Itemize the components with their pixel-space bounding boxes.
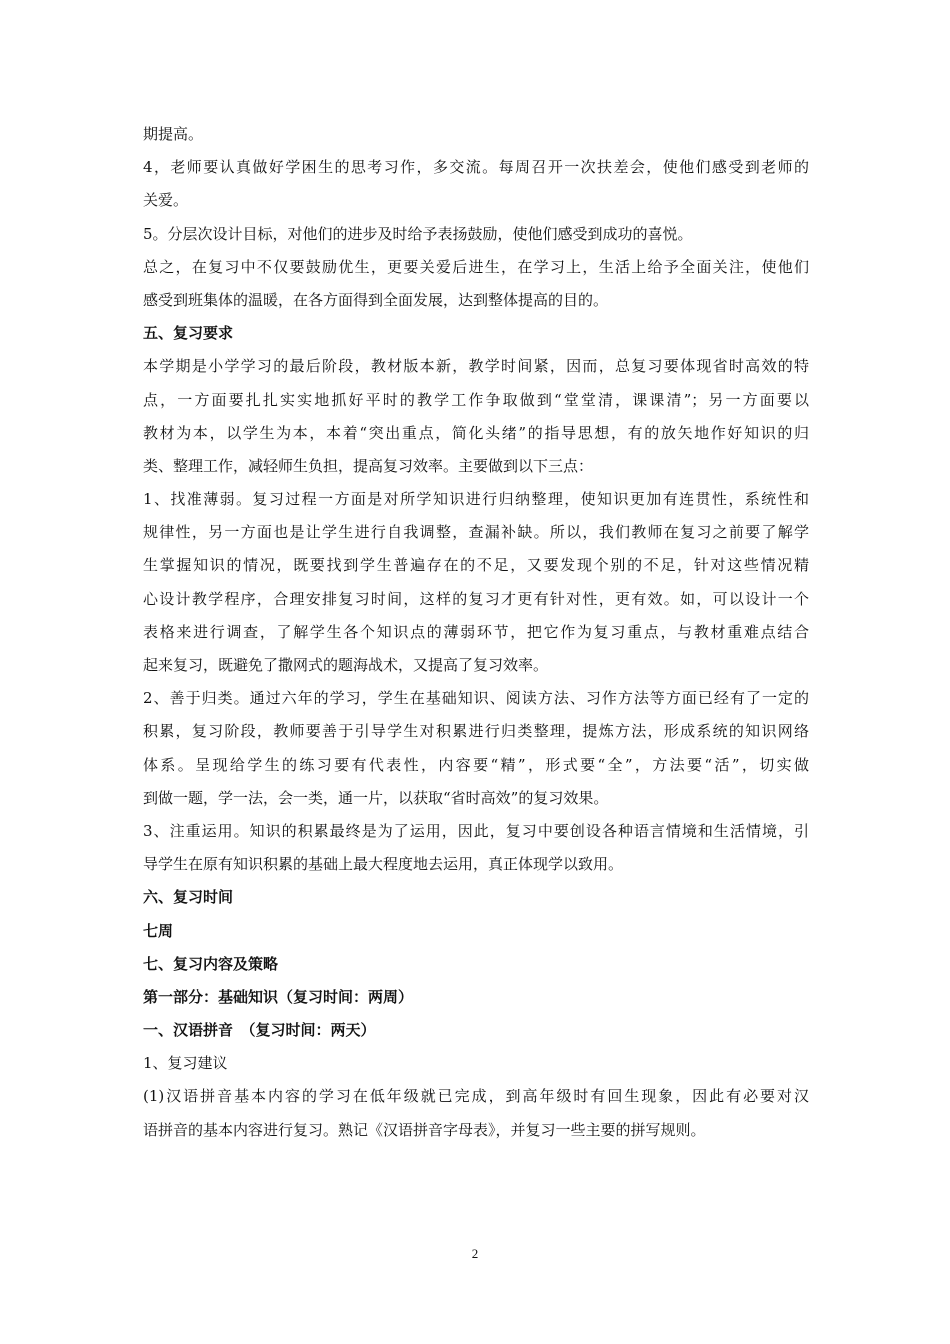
part-heading: 第一部分：基础知识（复习时间：两周） bbox=[143, 987, 414, 1006]
section-text-bold: 七周 bbox=[143, 921, 174, 940]
body-line: 生掌握知识的情况，既要找到学生普遍存在的不足，又要发现个别的不足，针对这些情况精 bbox=[143, 556, 809, 575]
body-line: 1、复习建议 bbox=[143, 1054, 228, 1073]
body-line: 点，一方面要扎扎实实地抓好平时的教学工作争取做到“堂堂清，课课清”；另一方面要以 bbox=[143, 390, 809, 409]
body-line: 3、注重运用。知识的积累最终是为了运用，因此，复习中要创设各种语言情境和生活情境，引 bbox=[143, 821, 809, 840]
body-line: 体系。呈现给学生的练习要有代表性，内容要“精”，形式要“全”，方法要“活”，切实做 bbox=[143, 755, 809, 774]
body-line: 教材为本，以学生为本，本着“突出重点，简化头绪”的指导思想，有的放矢地作好知识的归 bbox=[143, 423, 809, 442]
section-heading: 六、复习时间 bbox=[143, 888, 234, 907]
body-line: 类、整理工作，减轻师生负担，提高复习效率。主要做到以下三点： bbox=[143, 456, 594, 475]
section-heading: 七、复习内容及策略 bbox=[143, 954, 279, 973]
page-number: 2 bbox=[471, 1246, 479, 1261]
body-line: 积累，复习阶段，教师要善于引导学生对积累进行归类整理，提炼方法，形成系统的知识网络 bbox=[143, 722, 809, 741]
body-line: 本学期是小学学习的最后阶段，教材版本新，教学时间紧，因而，总复习要体现省时高效的特 bbox=[143, 357, 809, 376]
body-line: 到做一题，学一法，会一类，通一片，以获取“省时高效”的复习效果。 bbox=[143, 788, 609, 807]
body-line: 期提高。 bbox=[143, 125, 204, 143]
document-body bbox=[143, 118, 809, 1147]
body-line: 语拼音的基本内容进行复习。熟记《汉语拼音字母表》，并复习一些主要的拼写规则。 bbox=[143, 1120, 706, 1139]
body-line: 表格来进行调查，了解学生各个知识点的薄弱环节，把它作为复习重点，与教材重难点结合 bbox=[143, 622, 809, 641]
body-line: 起来复习，既避免了撒网式的题海战术，又提高了复习效率。 bbox=[143, 656, 549, 674]
body-line: 关爱。 bbox=[143, 191, 189, 210]
body-line: 规律性，另一方面也是让学生进行自我调整，查漏补缺。所以，我们教师在复习之前要了解学 bbox=[143, 523, 809, 542]
body-line: 5。分层次设计目标，对他们的进步及时给予表扬鼓励，使他们感受到成功的喜悦。 bbox=[143, 224, 693, 243]
body-line: 2、善于归类。通过六年的学习，学生在基础知识、阅读方法、习作方法等方面已经有了一定的 bbox=[143, 689, 809, 708]
section-heading: 五、复习要求 bbox=[143, 324, 234, 343]
subsection-heading: 一、汉语拼音 （复习时间：两天） bbox=[143, 1021, 376, 1040]
body-line: 1、找准薄弱。复习过程一方面是对所学知识进行归纳整理，使知识更加有连贯性，系统性和 bbox=[143, 490, 809, 509]
body-line: 心设计教学程序，合理安排复习时间，这样的复习才更有针对性，更有效。如，可以设计一个 bbox=[143, 589, 809, 608]
body-line: (1)汉语拼音基本内容的学习在低年级就已完成，到高年级时有回生现象，因此有必要对汉 bbox=[143, 1087, 809, 1106]
body-line: 4，老师要认真做好学困生的思考习作，多交流。每周召开一次扶差会，使他们感受到老师的 bbox=[143, 158, 809, 177]
body-line: 感受到班集体的温暖，在各方面得到全面发展，达到整体提高的目的。 bbox=[143, 290, 609, 309]
body-line: 总之，在复习中不仅要鼓励优生，更要关爱后进生，在学习上，生活上给予全面关注，使他们 bbox=[143, 257, 809, 276]
body-line: 导学生在原有知识积累的基础上最大程度地去运用，真正体现学以致用。 bbox=[143, 855, 624, 874]
